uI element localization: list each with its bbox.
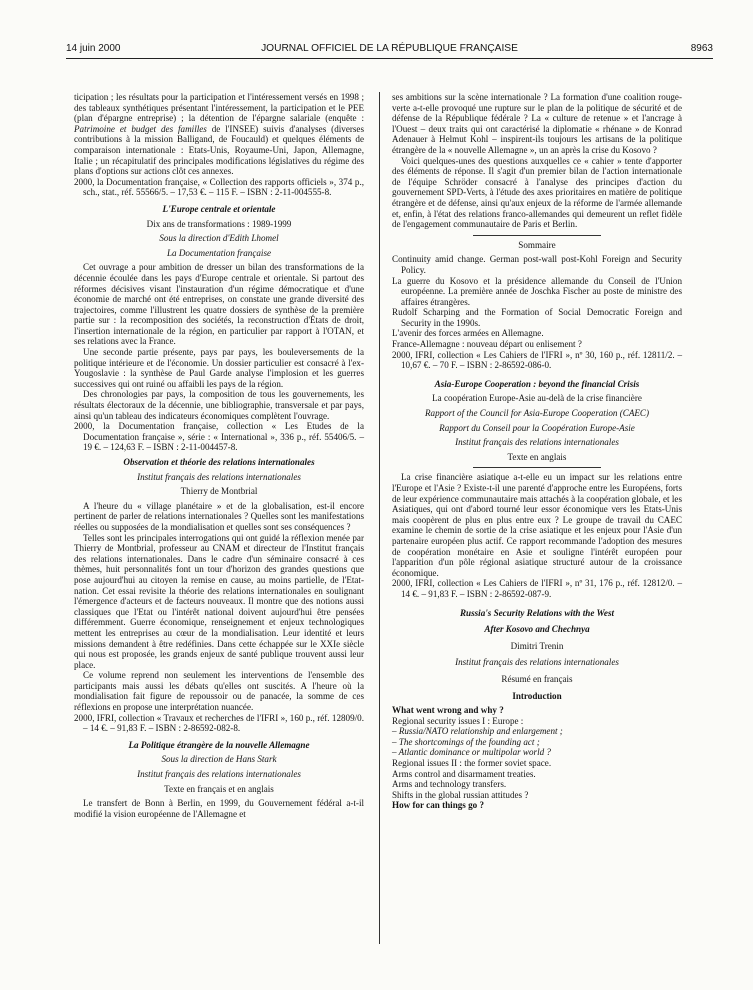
book-publisher: Institut français des relations internationales <box>137 471 301 482</box>
column-divider <box>379 92 380 944</box>
book-language: Texte en français et en anglais <box>164 783 274 794</box>
book-language: Texte en anglais <box>507 451 567 462</box>
paragraph: Une seconde partie présente, pays par pays, les bouleversements de la politique intérieure et de l'économie. Un dossier particulier est consacré à l'ex-Yougoslavie : la synthèse de Paul Garde analyse l'implosion et les guerres successives qui ont ruiné ou affaibli les pays de la région. <box>74 347 364 389</box>
reference: 2000, IFRI, collection « Les Cahiers de l'IFRI », nº 30, 160 p., réf. 12811/2. – 10,67 €. – 70 F. – ISBN : 2-86592-086-0. <box>392 349 682 371</box>
sommaire-item: Continuity amid change. German post-wall post-Kohl Foreign and Security Policy. <box>392 254 682 275</box>
book-title: Asia-Europe Cooperation : beyond the financial Crisis <box>434 378 640 389</box>
right-column <box>392 92 682 811</box>
paragraph: Cet ouvrage a pour ambition de dresser un bilan des transformations de la décennie écoulée dans les pays d'Europe centrale et orientale. Si partout des réformes décisives visant l'instauration d'un régime démocratique et d'une économie de marché ont été entreprises, on constate une grande diversité des trajectoires, comme l'illustrent les quatre dossiers de synthèse de la première partie sur : la recomposition des sociétés, la reconstruction d'États de droit, l'insertion internationale de la région, en particulier par rapport à l'OTAN, et ses relations avec la France. <box>74 262 364 347</box>
text-italic: Patrimoine et budget des familles <box>74 123 207 134</box>
book-report: Rapport of the Council for Asia-Europe Cooperation (CAEC) <box>424 408 650 419</box>
separator-rule <box>473 235 601 236</box>
text: de l'INSEE) suivis d'analyses (diverses contributions à la mission Balligand, de Foucauld) et quelques éléments de comparaison internationale : Etats-Unis, Royaume-Uni, Japon, Allemagne, Italie ; un récapitulatif des principales modifications législatives du régime des plans d'options sur actions clôt ces annexes. <box>74 123 364 177</box>
contents-item: – Atlantic dominance or multipolar world ? <box>392 747 551 758</box>
book-report-fr: Rapport du Conseil pour la Coopération Europe-Asie <box>439 422 635 433</box>
book-publisher: Institut français des relations internationales <box>137 769 301 780</box>
contents-item: Regional issues II : the former soviet space. <box>392 758 552 769</box>
contents-item: Arms control and disarmament treaties. <box>392 768 536 779</box>
contents-item: Regional security issues I : Europe : <box>392 715 524 726</box>
book-summary-language: Résumé en français <box>501 673 573 684</box>
header-page-number: 8963 <box>690 43 713 54</box>
book-subtitle: After Kosovo and Chechnya <box>484 624 590 635</box>
book-subtitle: Dix ans de transformations : 1989-1999 <box>146 218 292 229</box>
paragraph <box>74 92 364 177</box>
page-header <box>66 43 713 57</box>
book-title: L'Europe centrale et orientale <box>162 203 276 214</box>
sommaire-item: L'avenir des forces armées en Allemagne. <box>392 328 544 339</box>
book-publisher: La Documentation française <box>166 247 272 258</box>
reference: 2000, la Documentation française, collection « Les Etudes de la Documentation française », série : « International », 336 p., réf. 55406/5. – 19 €. – 124,63 F. – ISBN : 2-11-004457-8. <box>74 421 364 453</box>
left-column <box>74 92 364 819</box>
header-journal-title: JOURNAL OFFICIEL DE LA RÉPUBLIQUE FRANÇAISE <box>261 43 518 54</box>
header-rule <box>66 58 713 59</box>
contents-item: – Russia/NATO relationship and enlargement ; <box>392 726 563 737</box>
paragraph: ses ambitions sur la scène internationale ? La formation d'une coalition rouge-verte a-t-elle provoqué une rupture sur le plan de la politique de sécurité et de défense de la République fédérale ? La « culture de retenue » et l'ancrage à l'Ouest – deux traits qui ont caractérisé la diplomatie « rhénane » de Konrad Adenauer à Helmut Kohl – inspirent-ils toujours les artisans de la politique étrangère de la « nouvelle Allemagne », un an après la crise du Kosovo ? <box>392 92 682 155</box>
sommaire-item: France-Allemagne : nouveau départ ou enlisement ? <box>392 339 582 350</box>
separator-rule <box>473 467 601 468</box>
sommaire-heading: Sommaire <box>518 239 556 250</box>
book-publisher: Institut français des relations internationales <box>455 657 619 668</box>
book-director: Sous la direction d'Edith Lhomel <box>159 233 279 244</box>
contents-item: Shifts in the global russian attitudes ? <box>392 789 529 800</box>
sommaire-item: Rudolf Scharping and the Formation of Social Democratic Foreign and Security in the 1990s. <box>392 307 682 328</box>
paragraph: Le transfert de Bonn à Berlin, en 1999, du Gouvernement fédéral a-t-il modifié la vision européenne de l'Allemagne et <box>74 798 364 819</box>
book-title: La Politique étrangère de la nouvelle Allemagne <box>128 739 310 750</box>
paragraph: La crise financière asiatique a-t-elle eu un impact sur les relations entre l'Europe et l'Asie ? Existe-t-il une parenté d'approche entre les Européens, forts de leur expérience communautaire mais attachés à la coopération globale, et les Asiatiques, qui ont d'abord tourné leur essor économique vers les Etats-Unis mais coopèrent de plus en plus entre eux ? Le groupe de travail du CAEC examine le chemin de sortie de la crise asiatique et les enjeux pour l'Asie d'un partenaire européen plus actif. Ce rapport recommande l'adoption des mesures de coopération monétaire en Asie et souligne l'intérêt européen pour l'apparition d'un pôle régional asiatique structuré autour de la croissance économique. <box>392 472 682 578</box>
header-date: 14 juin 2000 <box>66 43 121 54</box>
paragraph: Ce volume reprend non seulement les interventions de l'ensemble des participants mais aussi les débats qu'elles ont suscités. A l'heure où la mondialisation fait figure de repoussoir ou de panacée, la somme de ces réflexions en propose une interprétation nuancée. <box>74 670 364 713</box>
reference: 2000, IFRI, collection « Les Cahiers de l'IFRI », nº 31, 176 p., réf. 12812/0. – 14 €. – 91,83 F. – ISBN : 2-86592-087-9. <box>392 578 682 599</box>
book-author: Thierry de Montbrial <box>180 486 258 497</box>
paragraph: Des chronologies par pays, la composition de tous les gouvernements, les résultats électoraux de la décennie, une bibliographie, transversale et par pays, ainsi qu'un tableau des indicateurs économiques complètent l'ouvrage. <box>74 389 364 421</box>
book-publisher: Institut français des relations internationales <box>455 437 619 448</box>
contents-introduction: Introduction <box>512 690 562 701</box>
contents-heading: What went wrong and why ? <box>392 705 504 716</box>
book-director: Sous la direction de Hans Stark <box>161 754 277 765</box>
book-title: Russia's Security Relations with the West <box>459 607 615 618</box>
book-subtitle: La coopération Europe-Asie au-delà de la crise financière <box>432 393 642 404</box>
reference: 2000, IFRI, collection « Travaux et recherches de l'IFRI », 160 p., réf. 12809/0. – 14 €. – 91,83 F. – ISBN : 2-86592-082-8. <box>74 712 364 734</box>
contents-heading: How for can things go ? <box>392 800 485 811</box>
text: ticipation ; les résultats pour la participation et l'intéressement versés en 1998 ; des tableaux synthétiques présentant l'intéressement, la participation et le PEE (plan d'épargne entreprise) ; la détention de l'épargne salariale (enquête : <box>74 92 364 124</box>
sommaire-item: La guerre du Kosovo et la présidence allemande du Conseil de l'Union européenne. La première année de Joschka Fischer au poste de ministre des affaires étrangères. <box>392 275 682 307</box>
book-author: Dimitri Trenin <box>510 640 564 651</box>
paragraph: A l'heure du « village planétaire » et de la globalisation, est-il encore pertinent de parler de relations internationales ? Quelles sont les manifestations réelles ou supposées de la mondialisation et quelles sont ses conséquences ? <box>74 500 364 532</box>
reference: 2000, la Documentation française, « Collection des rapports officiels », 374 p., sch., stat., réf. 55566/5. – 17,53 €. – 115 F. – ISBN : 2-11-004555-8. <box>74 176 364 198</box>
paragraph: Voici quelques-unes des questions auxquelles ce « cahier » tente d'apporter des éléments de réponse. Il s'agit d'un premier bilan de l'action internationale de l'équipe Schröder consacré à l'analyse des principes d'action du gouvernement SPD-Verts, à l'étude des axes prioritaires en matière de politique étrangère et de défense, ainsi qu'aux enjeux de la réforme de l'armée allemande et, enfin, à l'état des relations franco-allemandes qui demeurent un reflet fidèle de l'engagement communautaire de Paris et Berlin. <box>392 155 682 230</box>
book-title: Observation et théorie des relations internationales <box>123 457 315 467</box>
paragraph: Telles sont les principales interrogations qui ont guidé la réflexion menée par Thierry de Montbrial, professeur au CNAM et directeur de l'Institut français des relations internationales. Dans le cadre d'un séminaire consacré à ces thèmes, huit personnalités font un tour d'horizon des grandes questions que pose aujourd'hui au citoyen la remise en cause, au moins partielle, de l'Etat-nation. Cet essai revisite la théorie des relations internationales en soulignant l'émergence d'acteurs et de facteurs nouveaux. Il montre que des notions aussi classiques que l'Etat ou l'intérêt national doivent aujourd'hui être pensées différemment. Guerre économique, renseignement et enjeux technologiques mettent les entreprises au cœur de la mondialisation. Leur identité et leurs missions demandent à être redéfinies. Dans cette échappée sur le XXIe siècle qui nous est proposée, les grands enjeux de santé publique trouvent aussi leur place. <box>74 532 364 670</box>
contents-item: – The shortcomings of the founding act ; <box>392 736 540 747</box>
contents-item: Arms and technology transfers. <box>392 779 507 790</box>
